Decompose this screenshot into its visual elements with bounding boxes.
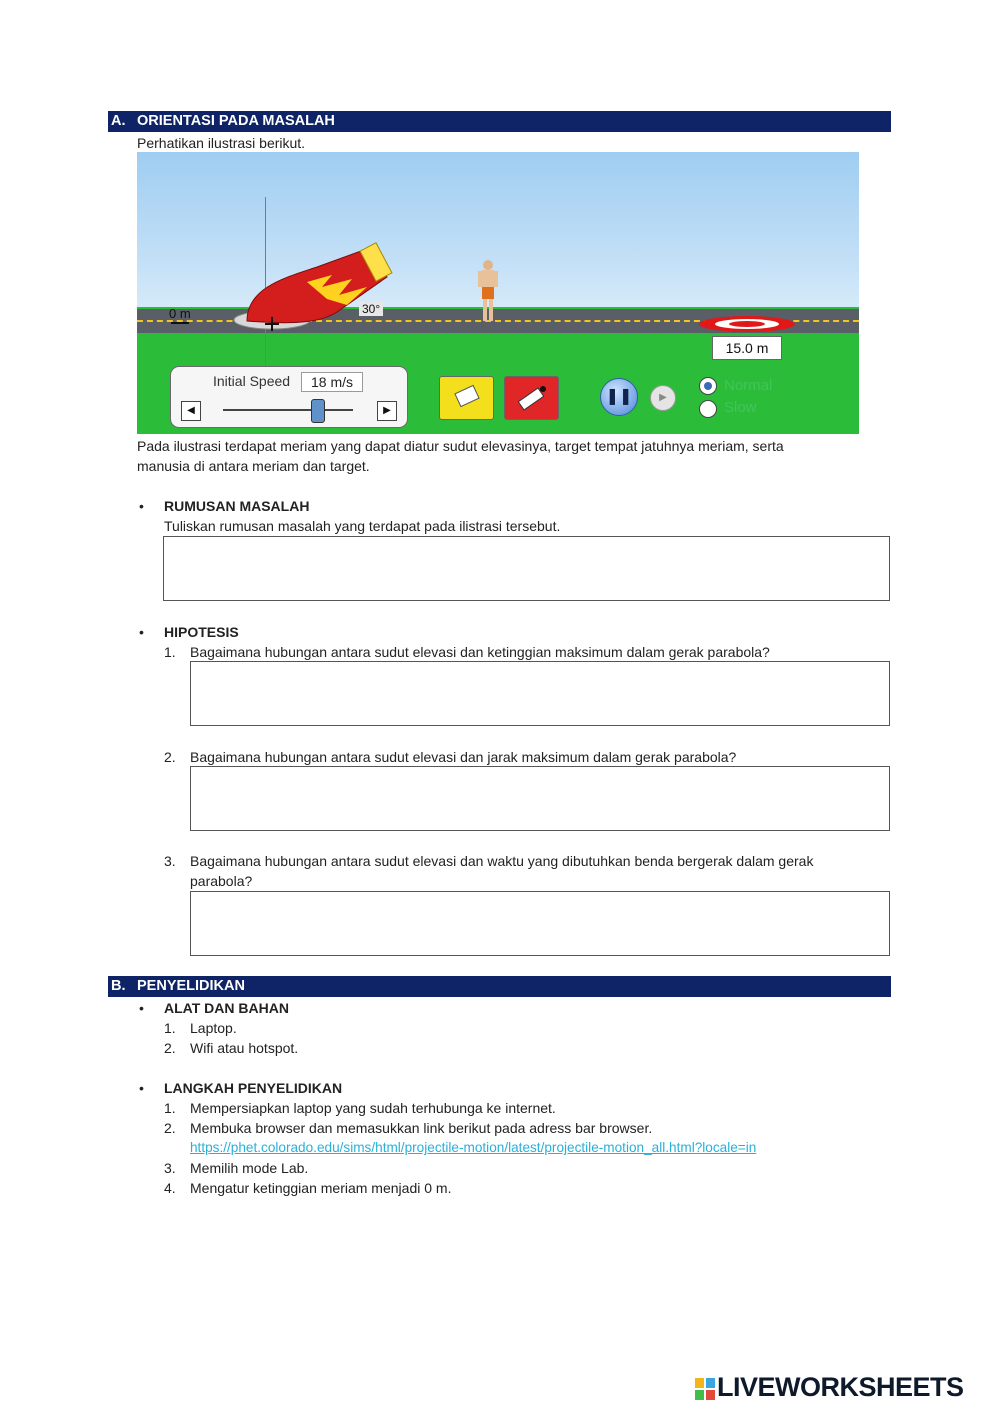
langkah-step-2: Membuka browser dan memasukkan link berikut pada adress bar browser.	[190, 1120, 653, 1136]
angle-label: 30°	[359, 302, 383, 316]
hipotesis-q2-answer-box[interactable]	[190, 766, 890, 831]
bullet-rumusan: •	[139, 498, 144, 514]
hipotesis-q2-text: Bagaimana hubungan antara sudut elevasi dan jarak maksimum dalam gerak parabola?	[190, 749, 737, 765]
origin-marker	[171, 322, 189, 324]
speed-increase-button[interactable]: ▶	[377, 401, 397, 421]
section-a-header	[108, 111, 891, 132]
initial-speed-panel	[170, 366, 408, 428]
bullet-langkah: •	[139, 1080, 144, 1096]
radio-normal-label: Normal	[724, 377, 773, 394]
eraser-icon	[440, 377, 493, 419]
section-b-title: PENYELIDIKAN	[137, 978, 245, 994]
bullet-alat: •	[139, 1000, 144, 1016]
person-figure-icon	[473, 258, 503, 326]
alat-item-1-number: 1.	[164, 1020, 176, 1036]
step-button[interactable]: ▶	[650, 385, 676, 411]
radio-slow-label: Slow	[724, 399, 757, 416]
alat-item-2: Wifi atau hotspot.	[190, 1040, 299, 1056]
hipotesis-q3-text-line-1: Bagaimana hubungan antara sudut elevasi dan waktu yang dibutuhkan benda bergerak dalam gerak	[190, 853, 814, 869]
origin-label: 0 m	[169, 306, 191, 321]
rumusan-prompt: Tuliskan rumusan masalah yang terdapat pada ilistrasi tersebut.	[164, 518, 561, 534]
hipotesis-q1-number: 1.	[164, 644, 176, 660]
radio-selected-dot	[704, 382, 712, 390]
rumusan-answer-box[interactable]	[163, 536, 890, 601]
radio-normal[interactable]	[699, 377, 717, 395]
hipotesis-q2-number: 2.	[164, 749, 176, 765]
liveworksheets-logo	[695, 1372, 990, 1408]
hipotesis-heading: HIPOTESIS	[164, 624, 239, 640]
fire-button[interactable]	[504, 376, 559, 420]
radio-slow[interactable]	[699, 400, 717, 418]
bullet-hipotesis: •	[139, 624, 144, 640]
langkah-step-4-number: 4.	[164, 1180, 176, 1196]
langkah-heading: LANGKAH PENYELIDIKAN	[164, 1080, 343, 1096]
speed-decrease-button[interactable]: ◀	[181, 401, 201, 421]
section-a-letter: A.	[111, 113, 126, 129]
pause-button[interactable]: ❚❚	[600, 378, 638, 416]
alat-item-1: Laptop.	[190, 1020, 237, 1036]
projectile-simulation-illustration	[137, 152, 859, 434]
speed-slider-track[interactable]	[223, 409, 353, 411]
alat-item-2-number: 2.	[164, 1040, 176, 1056]
initial-speed-label: Initial Speed	[213, 373, 291, 389]
target-icon	[695, 313, 799, 335]
speed-slider-thumb[interactable]	[311, 399, 325, 423]
alat-heading: ALAT DAN BAHAN	[164, 1000, 289, 1016]
hipotesis-q1-text: Bagaimana hubungan antara sudut elevasi dan ketinggian maksimum dalam gerak parabola?	[190, 644, 770, 660]
liveworksheets-brand: LIVEWORKSHEETS	[717, 1372, 964, 1402]
rumusan-heading: RUMUSAN MASALAH	[164, 498, 310, 514]
initial-speed-value[interactable]: 18 m/s	[301, 372, 363, 392]
section-b-header	[108, 976, 891, 997]
phet-link[interactable]: https://phet.colorado.edu/sims/html/projectile-motion/latest/projectile-motion_all.html?locale=in	[190, 1140, 757, 1155]
cannon-icon	[227, 237, 397, 337]
hipotesis-q3-text-line-2: parabola?	[190, 873, 253, 889]
erase-button[interactable]	[439, 376, 494, 420]
target-distance-label: 15.0 m	[712, 336, 782, 360]
langkah-step-1-number: 1.	[164, 1100, 176, 1116]
langkah-step-4: Mengatur ketinggian meriam menjadi 0 m.	[190, 1180, 452, 1196]
section-b-letter: B.	[111, 978, 126, 994]
hipotesis-q1-answer-box[interactable]	[190, 661, 890, 726]
langkah-step-3: Memilih mode Lab.	[190, 1160, 309, 1176]
description-line-2: manusia di antara meriam dan target.	[137, 458, 370, 474]
section-a-title: ORIENTASI PADA MASALAH	[137, 113, 335, 129]
hipotesis-q3-number: 3.	[164, 853, 176, 869]
intro-text: Perhatikan ilustrasi berikut.	[137, 135, 306, 151]
langkah-step-2-number: 2.	[164, 1120, 176, 1136]
langkah-step-1: Mempersiapkan laptop yang sudah terhubunga ke internet.	[190, 1100, 556, 1116]
langkah-step-3-number: 3.	[164, 1160, 176, 1176]
description-line-1: Pada ilustrasi terdapat meriam yang dapat diatur sudut elevasinya, target tempat jatuhnya meriam, serta	[137, 438, 784, 454]
hipotesis-q3-answer-box[interactable]	[190, 891, 890, 956]
liveworksheets-logo-icon	[695, 1378, 715, 1400]
cannon-fire-icon	[505, 377, 558, 419]
